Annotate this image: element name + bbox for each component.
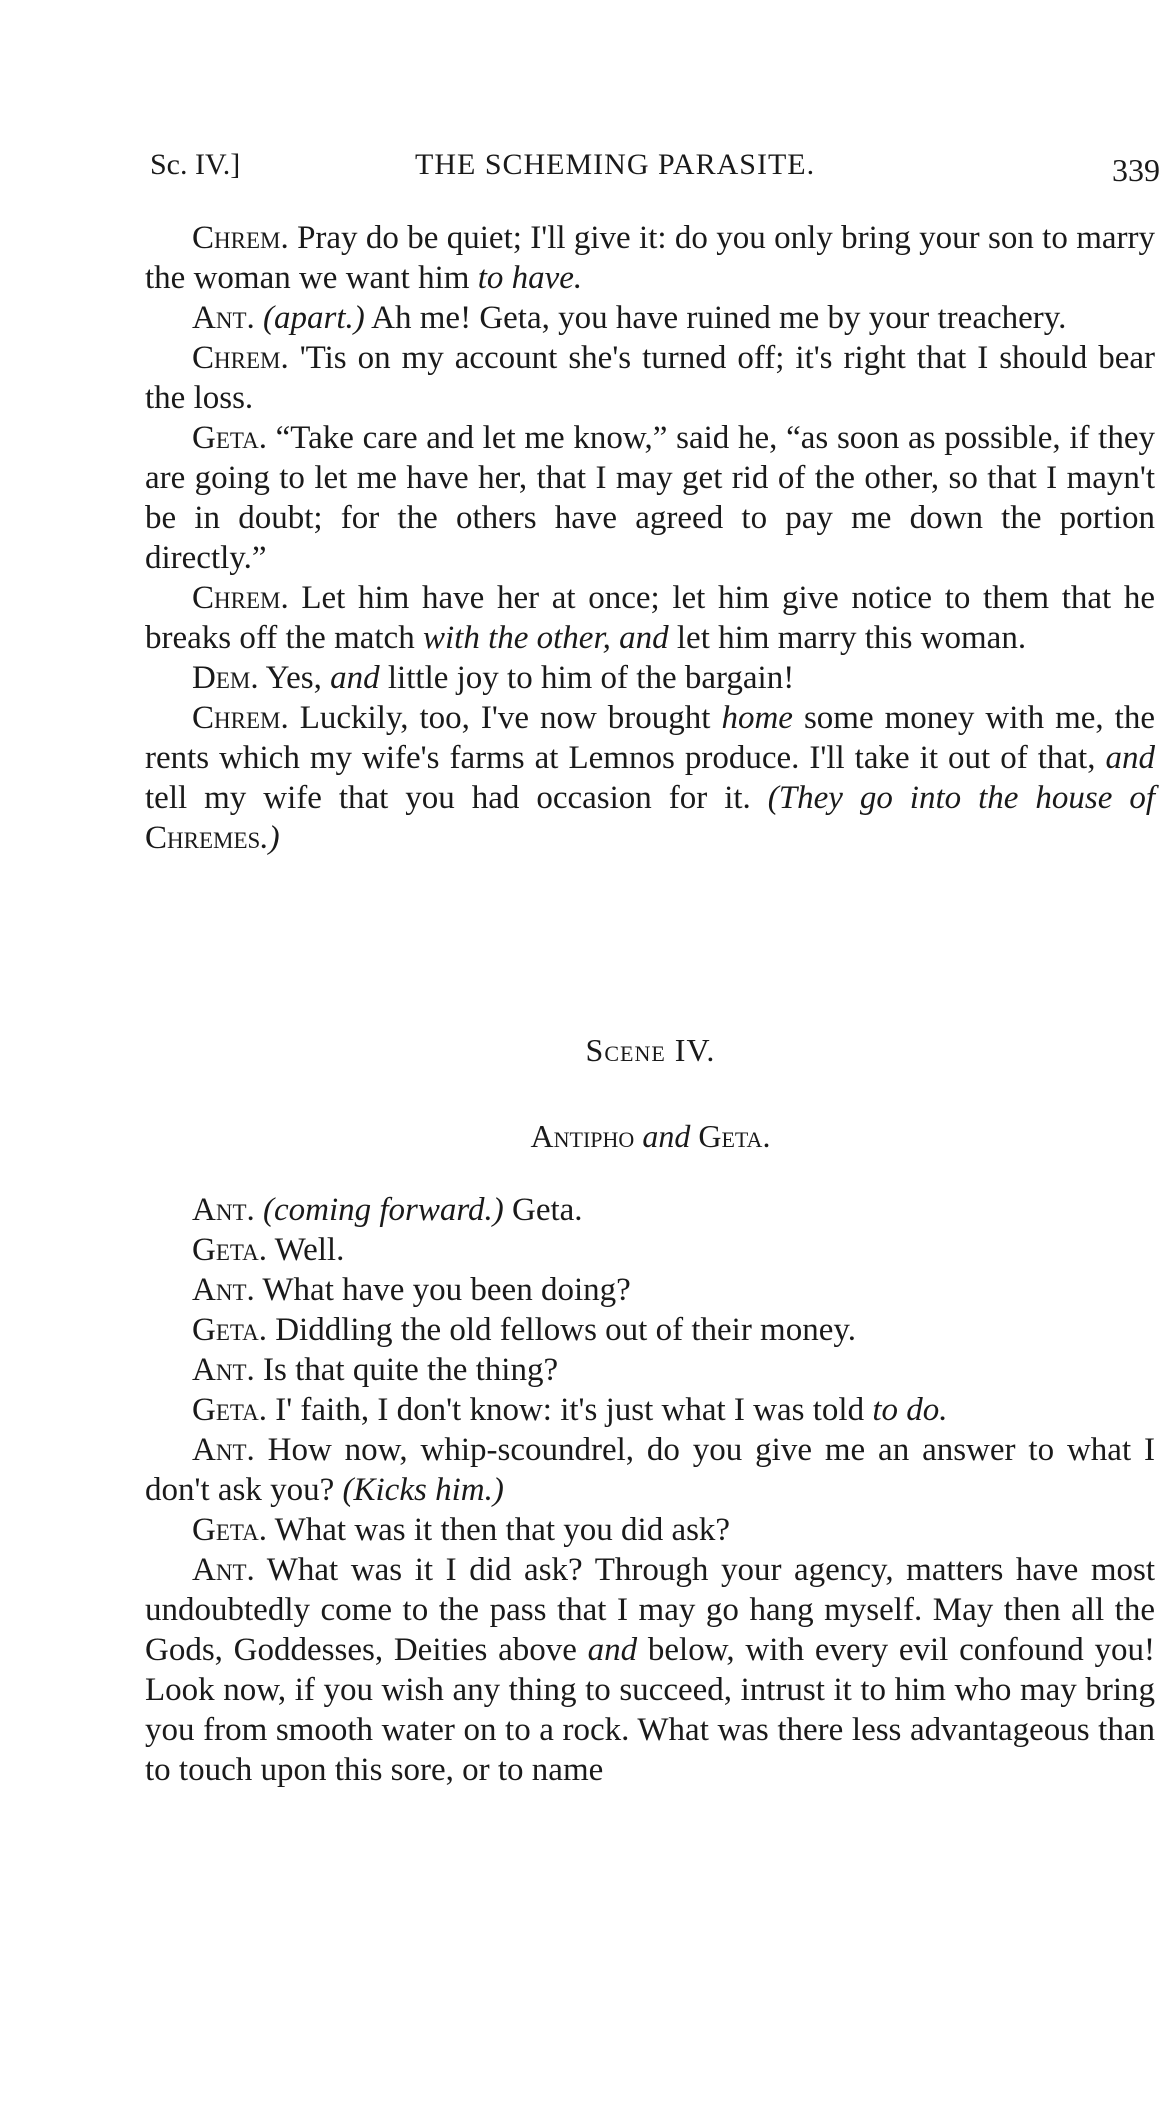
- dialogue-line: [145, 658, 1155, 698]
- dialogue-line: [145, 1230, 1155, 1270]
- italic-text: .): [260, 820, 280, 856]
- speaker-name: Chrem.: [192, 580, 289, 616]
- text-run: tell my wife that you had occasion for it.: [145, 780, 768, 816]
- speaker-name: Chrem.: [192, 700, 289, 736]
- dialogue-block-scene-iv: [145, 1190, 1155, 1790]
- running-title: THE SCHEMING PARASITE.: [415, 148, 816, 181]
- text-run: below, with every evil confound you! Look now, if you wish any thing to succeed, intrust it to him who may bring you from smooth water on to a rock. What was there less advantageous than to touch upon this sore, or to name: [145, 1632, 1155, 1788]
- text-run: Pray do be quiet; I'll give it: do you only bring your son to marry the woman we want him: [145, 220, 1155, 296]
- text-run: How now, whip-scoundrel, do you give me an answer to what I don't ask you?: [145, 1432, 1155, 1508]
- scene-heading: Scene IV.: [585, 1032, 716, 1068]
- italic-text: and: [587, 1632, 638, 1668]
- speaker-name: Chrem.: [192, 220, 289, 256]
- italic-text: and: [1105, 740, 1155, 776]
- text-run: Well.: [266, 1232, 345, 1268]
- dialogue-line: [145, 1390, 1155, 1430]
- dialogue-line: [145, 1430, 1155, 1510]
- speaker-name: Geta.: [192, 420, 267, 456]
- speaker-name: Chrem.: [192, 340, 289, 376]
- text-run: Diddling the old fellows out of their money.: [266, 1312, 856, 1348]
- speaker-name: Ant.: [192, 1352, 255, 1388]
- speaker-name: Ant.: [192, 1432, 255, 1468]
- text-run: some money with me, the rents which my wife's farms at Lemnos produce. I'll take it out of that,: [145, 700, 1155, 776]
- small-caps-name: Antipho: [530, 1118, 635, 1154]
- italic-text: home: [721, 700, 793, 736]
- section-reference: Sc. IV.]: [150, 148, 241, 181]
- speaker-name: Geta.: [192, 1392, 267, 1428]
- dialogue-line: [145, 338, 1155, 418]
- page-number: 339: [1112, 152, 1160, 188]
- small-caps-name: Chremes: [145, 820, 261, 856]
- italic-text: (They go into the house of: [767, 780, 1155, 816]
- italic-text: (apart.): [263, 300, 365, 336]
- speaker-name: Geta.: [192, 1232, 267, 1268]
- dialogue-line: [145, 578, 1155, 658]
- speaker-name: Ant.: [192, 1272, 255, 1308]
- text-run: What was it then that you did ask?: [266, 1512, 731, 1548]
- dialogue-line: [145, 1350, 1155, 1390]
- dialogue-line: [145, 1310, 1155, 1350]
- running-header: [150, 148, 1160, 198]
- italic-text: to have.: [477, 260, 583, 296]
- dialogue-line: [145, 418, 1155, 578]
- dramatis-personae: [0, 1118, 1161, 1155]
- speaker-name: Geta.: [192, 1312, 267, 1348]
- text-run: I' faith, I don't know: it's just what I was told: [266, 1392, 873, 1428]
- italic-text: (Kicks him.): [342, 1472, 504, 1508]
- text-run: [611, 620, 619, 656]
- dialogue-block-scene-iii: [145, 218, 1155, 858]
- speaker-name: Geta.: [192, 1512, 267, 1548]
- italic-text: and: [619, 620, 669, 656]
- text-run: Yes,: [258, 660, 331, 696]
- text-run: let him marry this woman.: [668, 620, 1027, 656]
- text-run: “Take care and let me know,” said he, “as soon as possible, if they are going to let me have her, that I may get rid of the other, so that I mayn't be in doubt; for the others have agreed to pay me down the portion directly.”: [145, 420, 1155, 576]
- text-run: little joy to him of the bargain!: [379, 660, 795, 696]
- speaker-name: Ant.: [192, 1552, 255, 1588]
- text-run: Let him have her at once; let him give notice to them that he breaks off the match: [145, 580, 1155, 656]
- dialogue-line: [145, 698, 1155, 858]
- text-run: Is that quite the thing?: [254, 1352, 559, 1388]
- text-run: Luckily, too, I've now brought: [288, 700, 722, 736]
- text-run: What have you been doing?: [254, 1272, 631, 1308]
- italic-text: with the other,: [422, 620, 611, 656]
- dialogue-line: [145, 1550, 1155, 1790]
- italic-text: and: [330, 660, 380, 696]
- dialogue-line: [145, 1270, 1155, 1310]
- dialogue-line: [145, 1510, 1155, 1550]
- text-run: Ah me! Geta, you have ruined me by your treachery.: [364, 300, 1067, 336]
- italic-text: (coming forward.): [263, 1192, 504, 1228]
- italic-text: and: [642, 1118, 691, 1154]
- text-run: What was it I did ask? Through your agency, matters have most undoubtedly come to the pass that I may go hang myself. May then all the Gods, Goddesses, Deities above: [145, 1552, 1155, 1668]
- italic-text: to do.: [872, 1392, 948, 1428]
- text-run: [255, 1192, 263, 1228]
- text-run: [255, 300, 263, 336]
- dialogue-line: [145, 218, 1155, 298]
- text-run: Geta.: [503, 1192, 583, 1228]
- small-caps-name: Geta.: [698, 1118, 771, 1154]
- text-run: 'Tis on my account she's turned off; it's right that I should bear the loss.: [145, 340, 1155, 416]
- dialogue-line: [145, 298, 1155, 338]
- speaker-name: Ant.: [192, 1192, 255, 1228]
- dialogue-line: [145, 1190, 1155, 1230]
- speaker-name: Ant.: [192, 300, 255, 336]
- speaker-name: Dem.: [192, 660, 259, 696]
